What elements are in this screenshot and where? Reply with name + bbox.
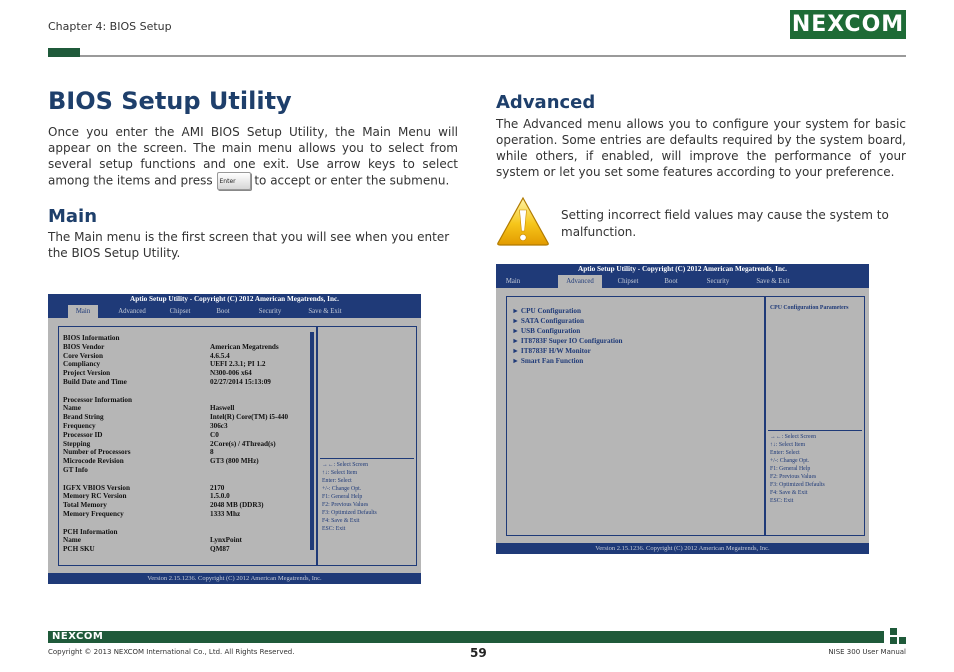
value-row (210, 334, 288, 343)
label-row: BIOS Information (63, 334, 120, 342)
value-row: 2048 MB (DDR3) (210, 501, 264, 510)
label-row: Processor ID (63, 430, 103, 439)
label-row: Total Memory (63, 501, 107, 510)
label-row: PCH Information (63, 527, 118, 536)
help-line: ↑↓: Select Item (770, 442, 806, 448)
value-row (210, 466, 288, 475)
bios-footer: Version 2.15.1236. Copyright (C) 2012 American Megatrends, Inc. (48, 573, 421, 584)
menu-item-smart-fan[interactable]: ► Smart Fan Function (512, 357, 584, 365)
help-line: ↑↓: Select Item (322, 470, 358, 476)
chapter-label: Chapter 4: BIOS Setup (48, 20, 172, 33)
footer-bar (48, 631, 884, 643)
bios-menu-bar (496, 275, 869, 288)
value-row: GT3 (800 MHz) (210, 457, 259, 466)
bios-main-values (210, 334, 288, 554)
bios-tab-security[interactable]: Security (258, 308, 282, 315)
advanced-paragraph: The Advanced menu allows you to configure your system for basic operation. Some entries are defaults required by the system board, while others, if enabled, will improve the performance of your system or let you set some features according to your preference. (496, 117, 906, 179)
bios-scrollbar[interactable] (310, 332, 314, 550)
bios-advanced-screen (496, 264, 869, 554)
help-line: Enter: Select (322, 478, 352, 484)
value-row: Haswell (210, 404, 235, 413)
copyright-text: Copyright © 2013 NEXCOM International Co., Ltd. All Rights Reserved. (48, 648, 295, 656)
help-line: F3: Optimized Defaults (322, 510, 377, 516)
bios-adv-items (512, 306, 623, 366)
bios-tab-boot[interactable]: Boot (216, 308, 230, 315)
menu-item-hw-monitor[interactable]: ► IT8783F H/W Monitor (512, 347, 591, 355)
help-line: F1: General Help (322, 494, 363, 500)
bios-tab-boot[interactable]: Boot (664, 278, 678, 285)
help-line: →←: Select Screen (770, 434, 817, 440)
help-line: +/-: Change Opt. (770, 458, 810, 464)
header-rule (80, 55, 906, 57)
label-row: Processor Information (63, 395, 133, 404)
help-line: F4: Save & Exit (770, 490, 808, 496)
bios-tab-save-exit[interactable]: Save & Exit (756, 278, 790, 285)
label-row: Frequency (63, 421, 96, 430)
help-divider (768, 430, 862, 431)
bios-title-bar: Aptio Setup Utility - Copyright (C) 2012 American Megatrends, Inc. (496, 264, 869, 275)
intro-text: Once you enter the AMI BIOS Setup Utility, the Main Menu will appear on the screen. The main menu allows you to select from several setup functions and one exit. Use arrow keys to select among the items and press (48, 125, 458, 188)
value-row (210, 475, 288, 484)
label-row: Compliancy (63, 360, 101, 369)
advanced-heading: Advanced (496, 92, 596, 113)
page-title: BIOS Setup Utility (48, 87, 292, 115)
value-row: 306c3 (210, 421, 228, 430)
header-accent-bar (48, 48, 80, 57)
label-row: Memory RC Version (63, 492, 127, 501)
value-row (210, 387, 288, 396)
value-row: 1.5.0.0 (210, 492, 230, 501)
label-row: BIOS Vendor (63, 342, 105, 351)
logo-text: NEXCOM (791, 12, 905, 37)
menu-item-cpu-configuration[interactable]: ► CPU Configuration (512, 307, 582, 315)
warning-triangle-icon (495, 195, 551, 247)
help-line: Enter: Select (770, 450, 800, 456)
label-row: IGFX VBIOS Version (63, 483, 130, 492)
bios-main-help (322, 461, 377, 533)
help-line: F3: Optimized Defaults (770, 482, 825, 488)
bios-tab-save-exit[interactable]: Save & Exit (308, 308, 342, 315)
bios-tab-advanced[interactable]: Advanced (118, 308, 146, 315)
menu-item-sata-configuration[interactable]: ► SATA Configuration (512, 317, 584, 325)
label-row: Name (63, 404, 81, 413)
value-row: 2Core(s) / 4Thread(s) (210, 439, 276, 448)
bios-adv-right-title: CPU Configuration Parameters (770, 305, 849, 311)
label-row: PCH SKU (63, 545, 95, 554)
intro-text-end: to accept or enter the submenu. (254, 173, 450, 188)
value-row: Intel(R) Core(TM) i5-440 (210, 413, 289, 422)
bios-menu-bar (48, 305, 421, 318)
value-row: 8 (210, 448, 214, 457)
help-line: +/-: Change Opt. (322, 486, 362, 492)
label-row (63, 519, 132, 528)
label-row: Stepping (63, 439, 91, 448)
label-row: Build Date and Time (63, 377, 127, 386)
bios-tab-chipset[interactable]: Chipset (169, 308, 191, 315)
page-number: 59 (470, 646, 487, 660)
bios-tab-main[interactable]: Main (505, 278, 521, 285)
label-row: Core Version (63, 351, 103, 360)
main-heading: Main (48, 206, 98, 227)
menu-item-usb-configuration[interactable]: ► USB Configuration (512, 327, 581, 335)
value-row: 2170 (210, 483, 225, 492)
label-row: Memory Frequency (63, 509, 124, 518)
manual-title: NISE 300 User Manual (828, 648, 906, 656)
label-row (63, 387, 132, 396)
intro-paragraph (48, 124, 458, 190)
help-line: ESC: Exit (322, 526, 346, 532)
footer-square-icon (890, 628, 897, 635)
value-row (210, 528, 288, 537)
bios-footer: Version 2.15.1236. Copyright (C) 2012 American Megatrends, Inc. (496, 543, 869, 554)
bios-tab-chipset[interactable]: Chipset (617, 278, 639, 285)
label-row: Name (63, 536, 81, 545)
value-row: QM87 (210, 545, 230, 554)
help-divider (320, 458, 414, 459)
label-row: Brand String (63, 413, 104, 422)
label-row: GT Info (63, 465, 88, 474)
help-line: F2: Previous Values (770, 474, 817, 480)
footer-logo: NEXCOM (52, 631, 104, 642)
help-line: F2: Previous Values (322, 502, 369, 508)
bios-adv-help (770, 433, 825, 505)
value-row: 4.6.5.4 (210, 351, 230, 360)
enter-key-icon: Enter (217, 172, 251, 190)
value-row: LynxPoint (210, 536, 242, 545)
value-row: C0 (210, 430, 219, 439)
value-row: N300-006 x64 (210, 369, 252, 378)
value-row (210, 519, 288, 528)
value-row: 1333 Mhz (210, 509, 241, 518)
help-line: F1: General Help (770, 466, 811, 472)
bios-tab-security[interactable]: Security (706, 278, 730, 285)
bios-title-bar: Aptio Setup Utility - Copyright (C) 2012 American Megatrends, Inc. (48, 294, 421, 305)
help-line: ESC: Exit (770, 498, 794, 504)
main-paragraph: The Main menu is the first screen that you will see when you enter the BIOS Setup Utility. (48, 230, 450, 260)
label-row (63, 475, 132, 484)
menu-item-superio-configuration[interactable]: ► IT8783F Super IO Configuration (512, 337, 623, 345)
warning-text: Setting incorrect field values may cause the system to malfunction. (561, 208, 889, 239)
bios-main-labels (63, 334, 132, 554)
value-row: American Megatrends (210, 342, 279, 351)
footer-square-icon (890, 637, 897, 644)
bios-tab-main[interactable]: Main (68, 305, 98, 318)
label-row: Microcode Revision (63, 457, 124, 466)
footer-square-icon (899, 637, 906, 644)
value-row: UEFI 2.3.1; PI 1.2 (210, 360, 266, 369)
value-row (210, 396, 288, 405)
bios-tab-advanced[interactable]: Advanced (558, 275, 602, 288)
help-line: →←: Select Screen (322, 462, 369, 468)
bios-main-screen (48, 294, 421, 584)
value-row: 02/27/2014 15:13:09 (210, 377, 271, 386)
help-line: F4: Save & Exit (322, 518, 360, 524)
nexcom-logo (790, 10, 906, 39)
label-row: Number of Processors (63, 448, 131, 457)
label-row: Project Version (63, 369, 111, 378)
